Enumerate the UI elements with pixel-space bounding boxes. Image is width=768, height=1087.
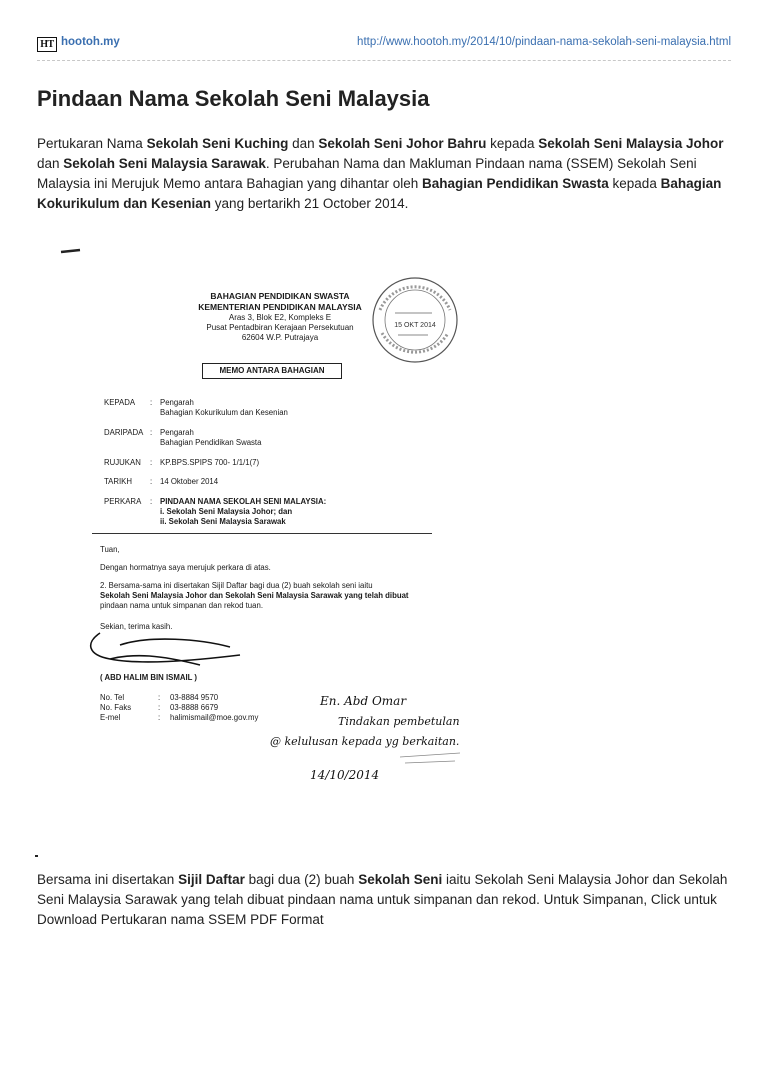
bold-text: Sekolah Seni Malaysia Sarawak: [63, 156, 266, 171]
memo-salutation: Tuan,: [100, 545, 120, 554]
memo-signatory: ( ABD HALIM BIN ISMAIL ): [100, 673, 198, 682]
memo-closing: Sekian, terima kasih.: [100, 622, 173, 631]
bold-text: Sijil Daftar: [178, 872, 245, 887]
tarikh-label: TARIKH: [104, 477, 133, 486]
text-run: . Perubahan Nama dan Makluman Pindaan nama (SSEM) Sekolah Seni Malaysia ini Merujuk Memo antara Bahagian yang dihantar oleh: [37, 156, 697, 191]
page-title: Pindaan Nama Sekolah Seni Malaysia: [37, 86, 430, 111]
memo-p2-line1: 2. Bersama-sama ini disertakan Sijil Daftar bagi dua (2) buah sekolah seni iaitu: [100, 581, 373, 590]
perkara-value: PINDAAN NAMA SEKOLAH SENI MALAYSIA:: [160, 497, 327, 506]
emel-value: halimismail@moe.gov.my: [170, 713, 259, 722]
perkara-item-1: i. Sekolah Seni Malaysia Johor; dan: [160, 507, 293, 516]
text-run: Bersama ini disertakan: [37, 872, 179, 887]
text-run: kepada: [608, 176, 661, 191]
daripada-value: Pengarah: [160, 428, 194, 437]
text-run: yang bertarikh 21 October 2014.: [211, 196, 409, 211]
intro-paragraph: [37, 134, 737, 214]
source-url-link[interactable]: http://www.hootoh.my/2014/10/pindaan-nama-sekolah-seni-malaysia.html: [357, 36, 731, 48]
note-line1: En. Abd Omar: [320, 694, 407, 708]
text-run: bagi dua (2) buah: [244, 872, 359, 887]
text-run: kepada: [486, 136, 539, 151]
stamp-date: 15 OKT 2014: [394, 322, 436, 329]
text-run: Pertukaran Nama: [37, 136, 147, 151]
scan-dot: [34, 853, 40, 859]
bold-text: Sekolah Seni Kuching: [146, 136, 289, 151]
text-run: dan: [288, 136, 319, 151]
perkara-item-2: ii. Sekolah Seni Malaysia Sarawak: [160, 517, 286, 526]
received-stamp: [370, 275, 460, 365]
perkara-label: PERKARA: [104, 497, 142, 506]
outro-paragraph: [37, 870, 737, 930]
kepada-value: Pengarah: [160, 398, 194, 407]
scanned-memo-image: BAHAGIAN PENDIDIKAN SWASTA KEMENTERIAN PENDIDIKAN MALAYSIA Aras 3, Blok E2, Kompleks E Pusat Pentadbiran Kerajaan Persekutuan 62604 W.P. Putrajaya 15 OKT 2014 MEMO ANTARA BAHAGIAN KEPADA : Pengarah Bahagian Kokurikulum dan Kesenian DARIPADA : Pengarah Bahagian Pendidikan Swasta RUJUKAN : KP.BPS.SPIPS 700- 1/1/1(7) TARIKH : 14 Oktober 2014 PERKARA : PINDAAN NAMA SEKOLAH SENI MALAYSIA: i. Sekolah Seni Malaysia Johor; dan ii. Sekolah Seni Malaysia Sarawak Tuan, Dengan hormatnya saya merujuk perkara di atas. 2. Bersama-sama ini disertakan Sijil Daftar bagi dua (2) buah sekolah seni iaitu Sekolah Seni Malaysia Johor dan Sekolah Seni Malaysia Sarawak yang telah dibuat pindaan nama untuk simpanan dan rekod tuan. Sekian, terima kasih. ( ABD HALIM BIN ISMAIL ) No. Tel : 03-8884 9570 No. Faks : 03-8888 6679 E-mel : halimismail@moe.gov.my En. Abd Omar Tindakan pembetulan @ kelulusan kepada yg berkaitan. 14/10/2014: [30, 225, 495, 860]
kepada-value-2: Bahagian Kokurikulum dan Kesenian: [160, 408, 288, 417]
memo-p2-line2: Sekolah Seni Malaysia Johor dan Sekolah Seni Malaysia Sarawak yang telah dibuat: [100, 591, 409, 600]
bold-text: Sekolah Seni Malaysia Johor: [538, 136, 724, 151]
header-divider: [37, 60, 731, 61]
site-name-link[interactable]: hootoh.my: [61, 36, 120, 48]
memo-address-line3: 62604 W.P. Putrajaya: [241, 333, 319, 342]
bold-text: Sekolah Seni Johor Bahru: [318, 136, 487, 151]
tel-value: 03-8884 9570: [170, 693, 219, 702]
scan-mark: [60, 247, 82, 255]
bold-text: Sekolah Seni: [358, 872, 443, 887]
site-logo[interactable]: HT: [37, 37, 57, 52]
memo-opening: Dengan hormatnya saya merujuk perkara di atas.: [100, 563, 271, 572]
emel-label: E-mel: [100, 713, 121, 722]
daripada-value-2: Bahagian Pendidikan Swasta: [160, 438, 262, 447]
text-run: iaitu Sekolah Seni Malaysia Johor dan Sekolah Seni Malaysia Sarawak yang telah dibuat pindaan nama untuk simpanan dan rekod. Untuk Simpanan, Click untuk Download Pertukaran nama SSEM PDF Format: [37, 872, 728, 927]
faks-value: 03-8888 6679: [170, 703, 219, 712]
bold-text: Bahagian Kokurikulum dan Kesenian: [37, 176, 722, 211]
memo-address-line2: Pusat Pentadbiran Kerajaan Persekutuan: [206, 323, 354, 332]
note-line3: @ kelulusan kepada yg berkaitan.: [270, 735, 460, 748]
note-line2: Tindakan pembetulan: [338, 715, 460, 728]
text-run: dan: [37, 156, 64, 171]
note-date: 14/10/2014: [310, 768, 380, 782]
bold-text: Bahagian Pendidikan Swasta: [421, 176, 609, 191]
kepada-label: KEPADA: [104, 398, 136, 407]
handwritten-note: [260, 687, 490, 797]
memo-address-line1: Aras 3, Blok E2, Kompleks E: [228, 313, 332, 322]
faks-label: No. Faks: [100, 703, 132, 712]
rujukan-value: KP.BPS.SPIPS 700- 1/1/1(7): [160, 458, 260, 467]
memo-org-line1: BAHAGIAN PENDIDIKAN SWASTA: [210, 291, 350, 301]
memo-org-line2: KEMENTERIAN PENDIDIKAN MALAYSIA: [198, 302, 362, 312]
memo-title-box: MEMO ANTARA BAHAGIAN: [202, 363, 342, 379]
memo-divider: [92, 533, 432, 534]
tarikh-value: 14 Oktober 2014: [160, 477, 219, 486]
signature-image: [80, 625, 260, 675]
rujukan-label: RUJUKAN: [104, 458, 141, 467]
page-header: [37, 34, 731, 56]
tel-label: No. Tel: [100, 693, 125, 702]
daripada-label: DARIPADA: [104, 428, 144, 437]
memo-p2-line3: pindaan nama untuk simpanan dan rekod tuan.: [100, 601, 263, 610]
